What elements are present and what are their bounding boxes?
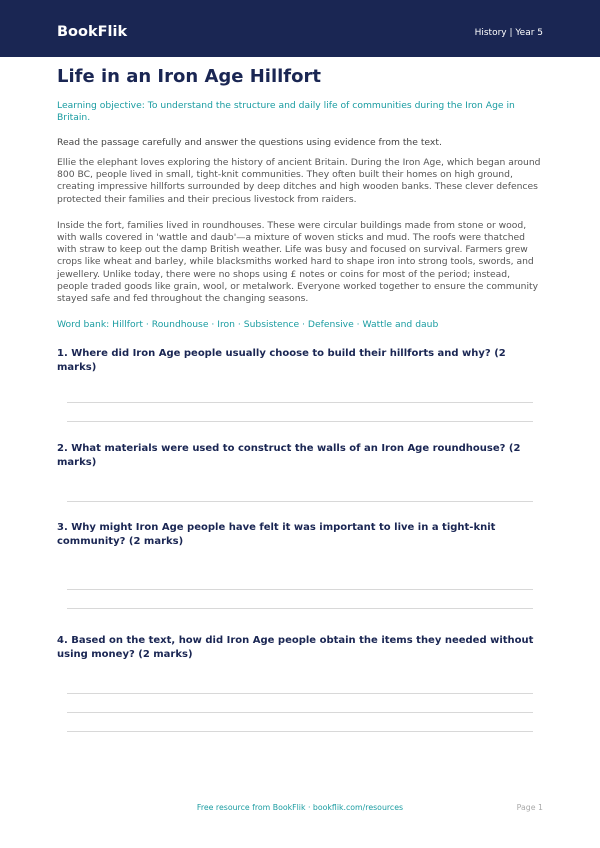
answer-line[interactable] <box>67 712 533 713</box>
page-number: Page 1 <box>516 803 543 812</box>
answer-line[interactable] <box>67 731 533 732</box>
brand-logo[interactable]: BookFlik <box>57 24 128 40</box>
instructions: Read the passage carefully and answer the questions using evidence from the text. <box>57 137 442 148</box>
question-1: 1. Where did Iron Age people usually choose to build their hillforts and why? (2 marks) <box>57 348 506 373</box>
subject-label: History | Year 5 <box>474 28 543 38</box>
answer-line[interactable] <box>67 501 533 502</box>
question-2: 2. What materials were used to construct the walls of an Iron Age roundhouse? (2 marks) <box>57 443 521 468</box>
answer-lines-1[interactable] <box>67 402 533 422</box>
answer-line[interactable] <box>67 589 533 590</box>
learning-objective: Learning objective: To understand the structure and daily life of communities during the Iron Age in Britain. <box>57 100 515 123</box>
passage-paragraph-1: Ellie the elephant loves exploring the history of ancient Britain. During the Iron Age, which began around 800 BC, people lived in small, tight-knit communities. They often built their homes on high ground, creating impressive hillforts surrounded by deep ditches and high wooden banks. These clever defences protected their families and their precious livestock from raiders. <box>57 157 541 205</box>
answer-line[interactable] <box>67 421 533 422</box>
answer-line[interactable] <box>67 608 533 609</box>
answer-line[interactable] <box>67 402 533 403</box>
header-bar <box>0 0 600 57</box>
answer-lines-2[interactable] <box>67 501 533 502</box>
question-3: 3. Why might Iron Age people have felt it was important to live in a tight-knit community? (2 marks) <box>57 522 496 547</box>
question-4: 4. Based on the text, how did Iron Age people obtain the items they needed without using money? (2 marks) <box>57 635 534 660</box>
word-bank: Word bank: Hillfort · Roundhouse · Iron · Subsistence · Defensive · Wattle and daub <box>57 319 439 331</box>
answer-lines-3[interactable] <box>67 589 533 609</box>
footer-resource-link[interactable]: Free resource from BookFlik · bookflik.com/resources <box>196 803 404 812</box>
answer-lines-4[interactable] <box>67 693 533 732</box>
page-title: Life in an Iron Age Hillfort <box>57 66 321 87</box>
answer-line[interactable] <box>67 693 533 694</box>
worksheet-content <box>57 66 543 732</box>
passage-paragraph-2: Inside the fort, families lived in roundhouses. These were circular buildings made from stone or wood, with walls covered in 'wattle and daub'—a mixture of woven sticks and mud. The roofs were thatched with straw to keep out the damp British weather. Life was busy and focused on survival. Farmers grew crops like wheat and barley, while blacksmiths worked hard to shape iron into strong tools, swords, and jewellery. Unlike today, there were no shops using £ notes or coins for most of the period; instead, people traded goods like grain, wool, or metalwork. Everyone worked together to ensure the community stayed safe and fed throughout the changing seasons. <box>57 219 539 305</box>
